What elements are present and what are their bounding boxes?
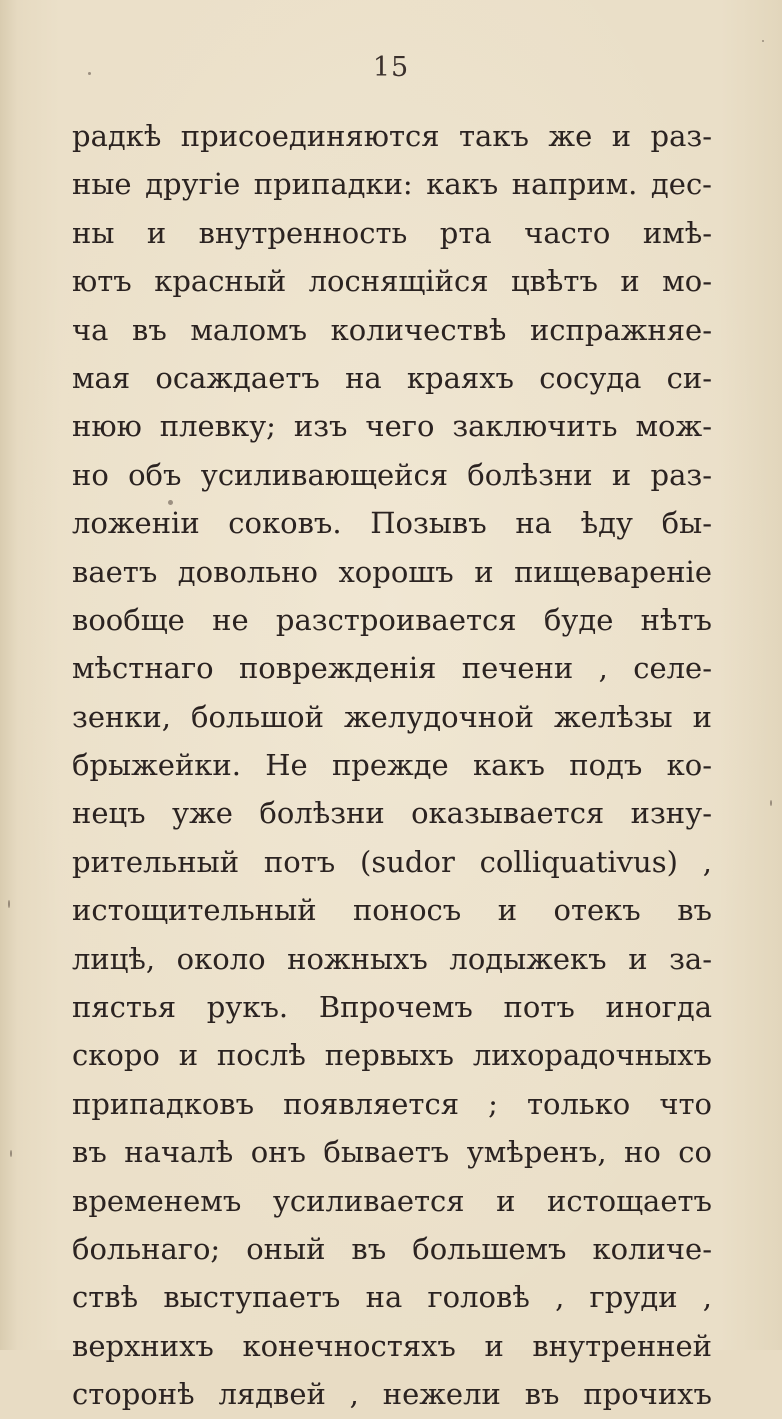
paper-speck: [770, 800, 772, 806]
paper-speck: [88, 72, 91, 75]
text-line: но объ усиливающейся болѣзни и раз-: [72, 457, 712, 492]
text-line: временемъ усиливается и истощаетъ: [72, 1183, 712, 1218]
text-line: ны и внутренность рта часто имѣ-: [72, 215, 712, 250]
text-line: верхнихъ конечностяхъ и внутренней: [72, 1328, 712, 1363]
text-line: зенки, большой желудочной желѣзы и: [72, 699, 712, 734]
text-line: ваетъ довольно хорошъ и пищевареніе: [72, 554, 712, 589]
text-line: припадковъ появляется ; только что: [72, 1086, 712, 1121]
paper-speck: [168, 500, 173, 505]
paper-speck: [762, 40, 764, 42]
text-line: рительный потъ (sudor colliquativus) ,: [72, 844, 712, 879]
text-line: радкѣ присоединяются такъ же и раз-: [72, 119, 712, 153]
text-line: нецъ уже болѣзни оказывается изну-: [72, 796, 712, 831]
text-line: пястья рукъ. Впрочемъ потъ иногда: [72, 990, 712, 1025]
paper-speck: [8, 900, 10, 908]
text-line: нюю плевку; изъ чего заключить мож-: [72, 409, 712, 444]
paper-speck: [10, 1150, 12, 1157]
page-number: 15: [372, 52, 410, 83]
text-line: ствѣ выступаетъ на головѣ , груди ,: [72, 1280, 712, 1315]
text-line: мѣстнаго поврежденія печени , селе-: [72, 651, 712, 686]
text-line: брыжейки. Не прежде какъ подъ ко-: [72, 748, 712, 783]
text-line: ча въ маломъ количествѣ испражняе-: [72, 312, 712, 347]
text-line: ложеніи соковъ. Позывъ на ѣду бы-: [72, 506, 712, 541]
text-line: въ началѣ онъ бываетъ умѣренъ, но со: [72, 1135, 712, 1170]
text-line: сторонѣ лядвей , нежели въ прочихъ: [72, 1377, 712, 1412]
text-line: мая осаждаетъ на краяхъ сосуда си-: [72, 360, 712, 395]
body-text: [72, 112, 712, 1419]
text-line: истощительный поносъ и отекъ въ: [72, 893, 712, 928]
text-line: ютъ красный лоснящійся цвѣтъ и мо-: [72, 264, 712, 299]
text-line: больнаго; оный въ большемъ количе-: [72, 1231, 712, 1266]
text-line: ные другіе припадки: какъ наприм. дес-: [72, 167, 712, 202]
text-line: скоро и послѣ первыхъ лихорадочныхъ: [72, 1038, 712, 1073]
text-line: вообще не разстроивается буде нѣтъ: [72, 602, 712, 637]
text-line: лицѣ, около ножныхъ лодыжекъ и за-: [72, 941, 712, 976]
